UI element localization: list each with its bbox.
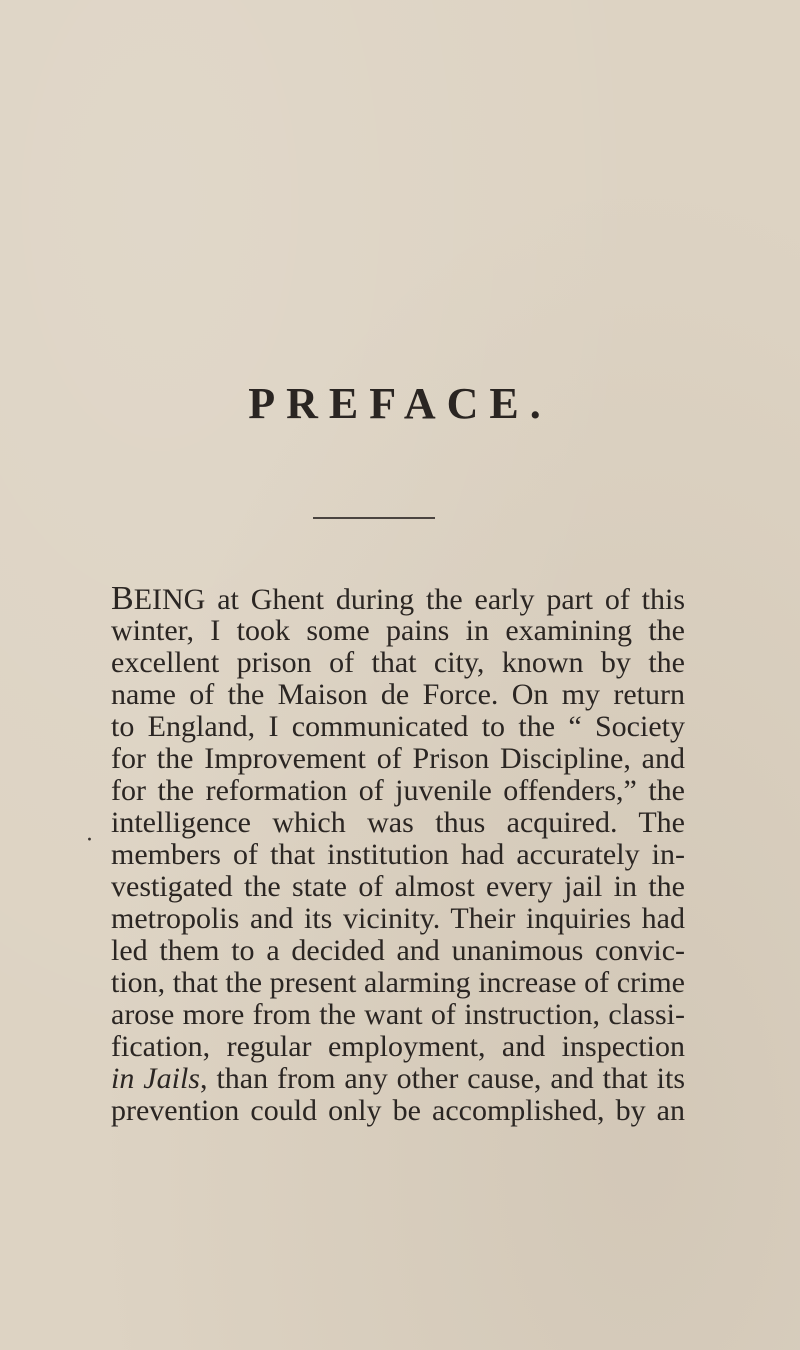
page-title: PREFACE. (248, 379, 552, 428)
drop-cap: B (111, 580, 134, 617)
text-line: vestigated the state of almost every jail in the (111, 870, 685, 903)
line-text: at Ghent during the early part of this (205, 583, 685, 616)
text-line: excellent prison of that city, known by the (111, 646, 685, 679)
text-line: winter, I took some pains in examining the (111, 614, 685, 647)
text-line: for the reformation of juvenile offenders,” the (111, 774, 685, 807)
text-line: in Jails, than from any other cause, and that its (111, 1062, 685, 1095)
text-line: tion, that the present alarming increase of crime (111, 966, 685, 999)
text-line: name of the Maison de Force. On my return (111, 678, 685, 711)
text-line: led them to a decided and unanimous convic- (111, 934, 685, 967)
preface-paragraph (111, 580, 685, 1127)
text-line: arose more from the want of instruction, classi- (111, 998, 685, 1031)
small-caps-word: EING (133, 583, 206, 616)
text-line: prevention could only be accomplished, by an (111, 1094, 685, 1127)
margin-mark: · (86, 828, 93, 853)
text-line: for the Improvement of Prison Discipline, and (111, 742, 685, 775)
text-line (111, 580, 685, 617)
text-line: to England, I communicated to the “ Society (111, 710, 685, 743)
text-line: metropolis and its vicinity. Their inquiries had (111, 902, 685, 935)
text-line: members of that institution had accurately in- (111, 838, 685, 871)
italic-phrase: in Jails (111, 1062, 200, 1095)
text-line: fication, regular employment, and inspection (111, 1030, 685, 1063)
title-rule (313, 517, 435, 519)
text-line: intelligence which was thus acquired. The (111, 806, 685, 839)
